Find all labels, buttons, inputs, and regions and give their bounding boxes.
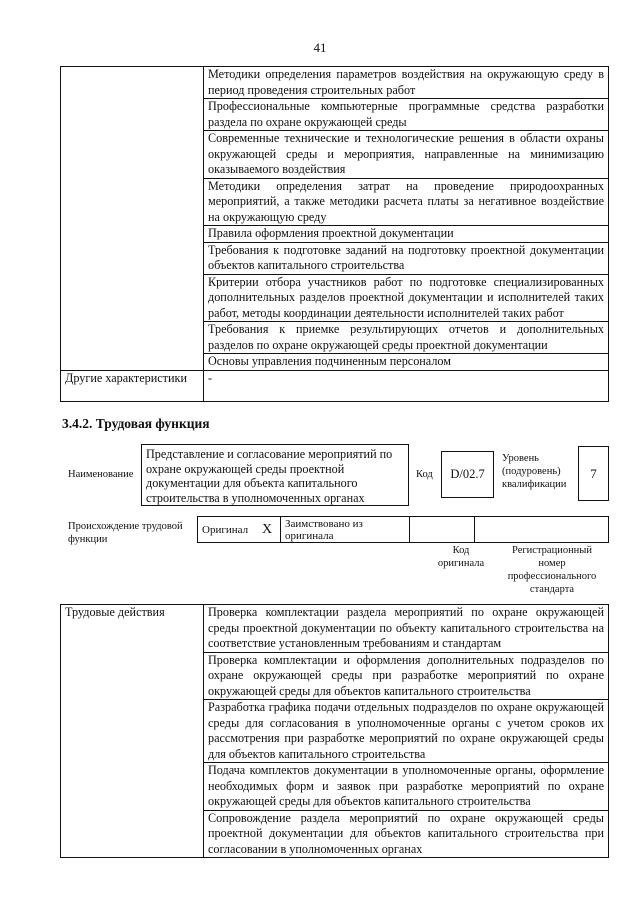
table-row: Методики определения параметров воздействия на окружающую среду в период проведения строительных работ — [204, 67, 609, 99]
table-row: Критерии отбора участников работ по подготовке специализированных дополнительных разделов проектной документации и исполнителей таких работ, методы координации деятельности исполнителей таких работ — [204, 274, 609, 322]
table-row: Современные технические и технологические решения в области охраны окружающей среды и мероприятия, направленные на минимизацию оказываемого воздействия — [204, 131, 609, 179]
borrowed-label: Заимствовано из оригинала — [281, 517, 410, 543]
function-code: D/02.7 — [441, 451, 494, 498]
name-label: Наименование — [68, 469, 134, 480]
registration-caption: Регистрационный номер профессионального стандарта — [507, 545, 597, 595]
table-row: Проверка комплектации раздела мероприятий по охране окружающей среды проектной документации по объекту капитального строительства на соответствие установленным требованиям и стандартам — [204, 605, 609, 653]
qualification-level: 7 — [578, 446, 609, 501]
empty-label-cell — [61, 67, 204, 371]
knowledge-table — [60, 66, 609, 402]
table-row: Проверка комплектации и оформления дополнительных подразделов по охране окружающей среды при разработке мероприятий по охране окружающей среды для объектов капитального строительства — [204, 652, 609, 700]
section-title: 3.4.2. Трудовая функция — [62, 416, 210, 431]
page-number: 41 — [313, 40, 327, 55]
table-row: Требования к подготовке заданий на подготовку проектной документации объектов капитального строительства — [204, 242, 609, 274]
other-characteristics-value: - — [204, 370, 609, 401]
function-name: Представление и согласование мероприятий по охране окружающей среды проектной документации для объекта капитального строительства в уполномоченных органах — [141, 444, 409, 506]
code-original-caption: Код оригинала — [437, 545, 485, 569]
labor-actions-table — [60, 604, 609, 858]
table-row: Требования к приемке результирующих отчетов и дополнительных разделов по охране окружающей среды проектной документации — [204, 322, 609, 354]
origin-label: Происхождение трудовой функции — [68, 521, 183, 545]
table-row: Основы управления подчиненным персоналом — [204, 354, 609, 371]
original-mark: X — [254, 517, 281, 543]
table-row: Правила оформления проектной документации — [204, 226, 609, 243]
labor-actions-label: Трудовые действия — [61, 605, 204, 858]
original-code-cell — [410, 517, 475, 543]
table-row: Разработка графика подачи отдельных подразделов по охране окружающей среды для согласования в уполномоченные органы с учетом сроков их рассмотрения при разработке мероприятий по охране окружающей среды для объектов капитального строительства — [204, 700, 609, 763]
table-row: Сопровождение раздела мероприятий по охране окружающей среды проектной документации для объектов капитального строительства при согласовании в уполномоченных органах — [204, 810, 609, 858]
other-characteristics-label: Другие характеристики — [61, 370, 204, 401]
table-row: Методики определения затрат на проведение природоохранных мероприятий, а также методики расчета платы за негативное воздействие на окружающую среду — [204, 178, 609, 226]
origin-table — [197, 516, 609, 543]
level-label: Уровень (подуровень) квалификации — [502, 453, 567, 490]
code-label: Код — [416, 469, 433, 480]
registration-number-cell — [475, 517, 609, 543]
table-row: Профессиональные компьютерные программные средства разработки раздела по охране окружающей среды — [204, 99, 609, 131]
original-label: Оригинал — [198, 517, 255, 543]
table-row: Подача комплектов документации в уполномоченные органы, оформление необходимых форм и заявок при разработке мероприятий по охране окружающей среды для объектов капитального строительства — [204, 763, 609, 811]
